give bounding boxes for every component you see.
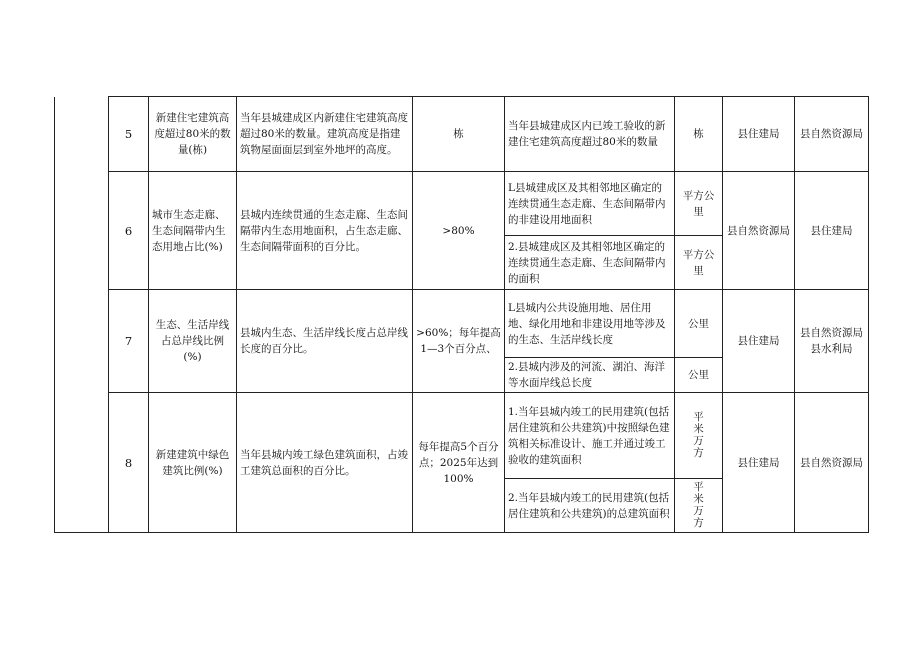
unit-cell: 平方公里 bbox=[675, 172, 723, 236]
row-number: 7 bbox=[109, 290, 149, 393]
indicator-definition: 当年县城内竣工绿色建筑面积，占竣工建筑总面积的百分比。 bbox=[237, 393, 413, 533]
unit-cell: 平方公里 bbox=[675, 236, 723, 290]
table-row bbox=[55, 172, 869, 236]
target-value: 栋 bbox=[413, 97, 505, 172]
indicator-definition: 当年县城建成区内新建住宅建筑高度超过80米的数量。建筑高度是指建筑物屋面面层到室外地坪的高度。 bbox=[237, 97, 413, 172]
assist-department: 县住建局 bbox=[795, 172, 869, 290]
data-item: L县城内公共设施用地、居住用地、绿化用地和非建设用地等涉及的生态、生活岸线长度 bbox=[505, 290, 675, 358]
data-item: 2.县城建成区及其相邻地区确定的连续贯通生态走廊、生态间隔带内的面积 bbox=[505, 236, 675, 290]
category-cell bbox=[55, 97, 109, 533]
lead-department: 县住建局 bbox=[723, 97, 795, 172]
target-value: >60%；每年提高1—3个百分点、 bbox=[413, 290, 505, 393]
indicator-name: 新建建筑中绿色建筑比例(%) bbox=[149, 393, 237, 533]
row-number: 5 bbox=[109, 97, 149, 172]
table-row bbox=[55, 97, 869, 172]
data-item: 2.县城内涉及的河流、湖泊、海洋等水面岸线总长度 bbox=[505, 358, 675, 393]
unit-cell: 栋 bbox=[675, 97, 723, 172]
unit-cell: 公里 bbox=[675, 358, 723, 393]
assist-department: 县自然资源局 县水利局 bbox=[795, 290, 869, 393]
assist-department: 县自然资源局 bbox=[795, 97, 869, 172]
indicator-name: 城市生态走廊、生态间隔带内生态用地占比(%) bbox=[149, 172, 237, 290]
indicator-definition: 县城内连续贯通的生态走廊、生态间隔带内生态用地面积，占生态走廊、生态间隔带面积的百分比。 bbox=[237, 172, 413, 290]
indicator-name: 生态、生活岸线占总岸线比例(%) bbox=[149, 290, 237, 393]
lead-department: 县住建局 bbox=[723, 393, 795, 533]
unit-cell bbox=[675, 393, 723, 479]
table-row bbox=[55, 290, 869, 358]
data-item: 1.当年县城内竣工的民用建筑(包括居住建筑和公共建筑)中按照绿色建筑相关标准设计、施工并通过竣工验收的建筑面积 bbox=[505, 393, 675, 479]
unit-cell: 公里 bbox=[675, 290, 723, 358]
table-row bbox=[55, 393, 869, 479]
data-item: L县城建成区及其相邻地区确定的连续贯通生态走廊、生态间隔带内的非建设用地面积 bbox=[505, 172, 675, 236]
indicator-table bbox=[54, 96, 869, 533]
unit-text: 平米万方 bbox=[693, 480, 704, 529]
assist-department: 县自然资源局 bbox=[795, 393, 869, 533]
data-item: 当年县城建成区内已竣工验收的新建住宅建筑高度超过80米的数量 bbox=[505, 97, 675, 172]
target-value: >80% bbox=[413, 172, 505, 290]
lead-department: 县自然资源局 bbox=[723, 172, 795, 290]
indicator-definition: 县城内生态、生活岸线长度占总岸线长度的百分比。 bbox=[237, 290, 413, 393]
unit-cell bbox=[675, 479, 723, 533]
unit-text: 平米万方 bbox=[693, 410, 704, 459]
target-value: 每年提高5个百分点；2025年达到100% bbox=[413, 393, 505, 533]
row-number: 8 bbox=[109, 393, 149, 533]
data-item: 2.当年县城内竣工的民用建筑(包括居住建筑和公共建筑)的总建筑面积 bbox=[505, 479, 675, 533]
row-number: 6 bbox=[109, 172, 149, 290]
indicator-name: 新建住宅建筑高度超过80米的数量(栋) bbox=[149, 97, 237, 172]
lead-department: 县住建局 bbox=[723, 290, 795, 393]
